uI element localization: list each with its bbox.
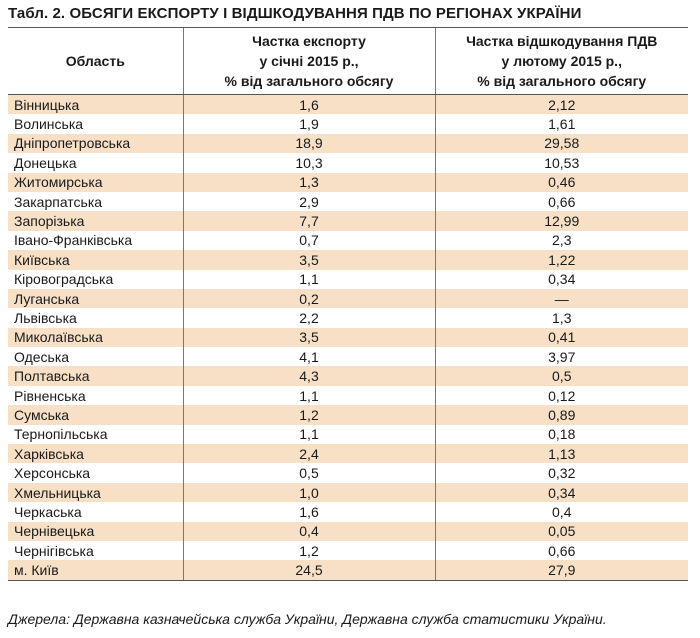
table-row	[8, 95, 688, 115]
header-export-line-2: у січні 2015 р.,	[259, 53, 359, 69]
cell-vat: 0,46	[435, 173, 688, 192]
cell-region: Херсонська	[14, 465, 91, 482]
cell-vat: 0,18	[435, 425, 688, 444]
cell-vat: 1,13	[435, 444, 688, 463]
source-note: Джерела: Державна казначейська служба України, Державна служба статистики України.	[8, 611, 607, 627]
cell-region: Одеська	[14, 348, 70, 365]
cell-export: 7,7	[183, 211, 435, 230]
cell-region: Тернопільська	[14, 426, 108, 443]
cell-vat: 1,3	[435, 308, 688, 327]
header-export-line-1: Частка експорту	[252, 33, 366, 49]
cell-export: 0,7	[183, 231, 435, 250]
cell-export: 3,5	[183, 250, 435, 269]
cell-region: Вінницька	[8, 95, 183, 115]
table-row	[8, 211, 688, 230]
header-export	[183, 28, 435, 95]
table-row	[8, 250, 688, 269]
cell-vat: 0,4	[435, 502, 688, 521]
header-export-line-3: % від загального обсягу	[224, 73, 394, 89]
cell-region: Хмельницька	[8, 483, 183, 502]
cell-vat: 29,58	[435, 134, 688, 153]
cell-region: Житомирська	[8, 173, 183, 192]
cell-vat: 0,66	[435, 192, 688, 211]
cell-vat: 3,97	[435, 347, 688, 366]
cell-export: 2,4	[183, 444, 435, 463]
table-row	[8, 366, 688, 385]
cell-export: 3,5	[183, 328, 435, 347]
cell-vat: 0,32	[435, 463, 688, 482]
table-row	[8, 541, 688, 560]
cell-vat: —	[435, 289, 688, 308]
cell-region: Харківська	[8, 444, 183, 463]
cell-region: Закарпатська	[14, 193, 103, 210]
cell-export: 18,9	[183, 134, 435, 153]
cell-vat: 0,89	[435, 405, 688, 424]
cell-vat: 0,34	[435, 483, 688, 502]
table-row	[8, 425, 688, 444]
cell-region: Львівська	[14, 309, 77, 326]
table-row	[8, 560, 688, 580]
cell-vat: 0,66	[435, 541, 688, 560]
header-region: Область	[8, 28, 183, 95]
table-row	[8, 328, 688, 347]
table-row	[8, 231, 688, 250]
cell-region: Кіровоградська	[14, 271, 114, 288]
cell-region: Черкаська	[14, 503, 82, 520]
cell-export: 0,5	[183, 463, 435, 482]
table-row	[8, 134, 688, 153]
cell-export: 4,1	[183, 347, 435, 366]
cell-region: Івано-Франківська	[14, 232, 133, 249]
cell-region: Запорізька	[8, 211, 183, 230]
cell-region: Волинська	[14, 116, 84, 133]
cell-export: 1,2	[183, 405, 435, 424]
table-row	[8, 444, 688, 463]
table-row	[8, 522, 688, 541]
cell-region: Чернівецька	[8, 522, 183, 541]
cell-vat: 0,05	[435, 522, 688, 541]
vat-export-table	[8, 27, 688, 581]
table-row	[8, 463, 688, 482]
cell-region: Сумська	[8, 405, 183, 424]
table-row	[8, 270, 688, 289]
table-row	[8, 153, 688, 172]
cell-export: 1,3	[183, 173, 435, 192]
cell-vat: 2,3	[435, 231, 688, 250]
cell-vat: 0,12	[435, 386, 688, 405]
cell-vat: 1,22	[435, 250, 688, 269]
table-row	[8, 308, 688, 327]
cell-vat: 10,53	[435, 153, 688, 172]
table-row	[8, 347, 688, 366]
table-header-row	[8, 28, 688, 95]
table-row	[8, 192, 688, 211]
cell-vat: 0,41	[435, 328, 688, 347]
cell-export: 2,2	[183, 308, 435, 327]
cell-export: 1,6	[183, 502, 435, 521]
cell-export: 1,1	[183, 270, 435, 289]
table-title: Табл. 2. ОБСЯГИ ЕКСПОРТУ І ВІДШКОДУВАННЯ ПДВ ПО РЕГІОНАХ УКРАЇНИ	[8, 5, 582, 22]
cell-export: 10,3	[183, 153, 435, 172]
table-row	[8, 483, 688, 502]
cell-region: Київська	[8, 250, 183, 269]
cell-region: Полтавська	[8, 366, 183, 385]
table-row	[8, 173, 688, 192]
cell-export: 1,1	[183, 386, 435, 405]
header-vat-line-3: % від загального обсягу	[477, 73, 647, 89]
cell-export: 1,9	[183, 114, 435, 133]
cell-region: Луганська	[8, 289, 183, 308]
cell-vat: 0,5	[435, 366, 688, 385]
cell-export: 1,6	[183, 95, 435, 115]
cell-vat: 27,9	[435, 560, 688, 580]
table-body	[8, 95, 688, 581]
cell-export: 4,3	[183, 366, 435, 385]
cell-export: 0,2	[183, 289, 435, 308]
cell-export: 1,2	[183, 541, 435, 560]
cell-region: Рівненська	[14, 387, 86, 404]
cell-region: Донецька	[14, 154, 77, 171]
cell-region: Миколаївська	[8, 328, 183, 347]
cell-export: 2,9	[183, 192, 435, 211]
cell-vat: 12,99	[435, 211, 688, 230]
header-vat-line-1: Частка відшкодування ПДВ	[466, 33, 658, 49]
cell-export: 1,1	[183, 425, 435, 444]
cell-region: Чернігівська	[14, 542, 94, 559]
cell-export: 0,4	[183, 522, 435, 541]
cell-region: Дніпропетровська	[8, 134, 183, 153]
cell-region: м. Київ	[8, 560, 183, 580]
cell-export: 1,0	[183, 483, 435, 502]
header-vat-line-2: у лютому 2015 р.,	[501, 53, 622, 69]
table-row	[8, 386, 688, 405]
table-row	[8, 289, 688, 308]
header-vat	[435, 28, 688, 95]
table-row	[8, 502, 688, 521]
cell-vat: 2,12	[435, 95, 688, 115]
table-row	[8, 405, 688, 424]
cell-vat: 1,61	[435, 114, 688, 133]
cell-export: 24,5	[183, 560, 435, 580]
table-row	[8, 114, 688, 133]
cell-vat: 0,34	[435, 270, 688, 289]
